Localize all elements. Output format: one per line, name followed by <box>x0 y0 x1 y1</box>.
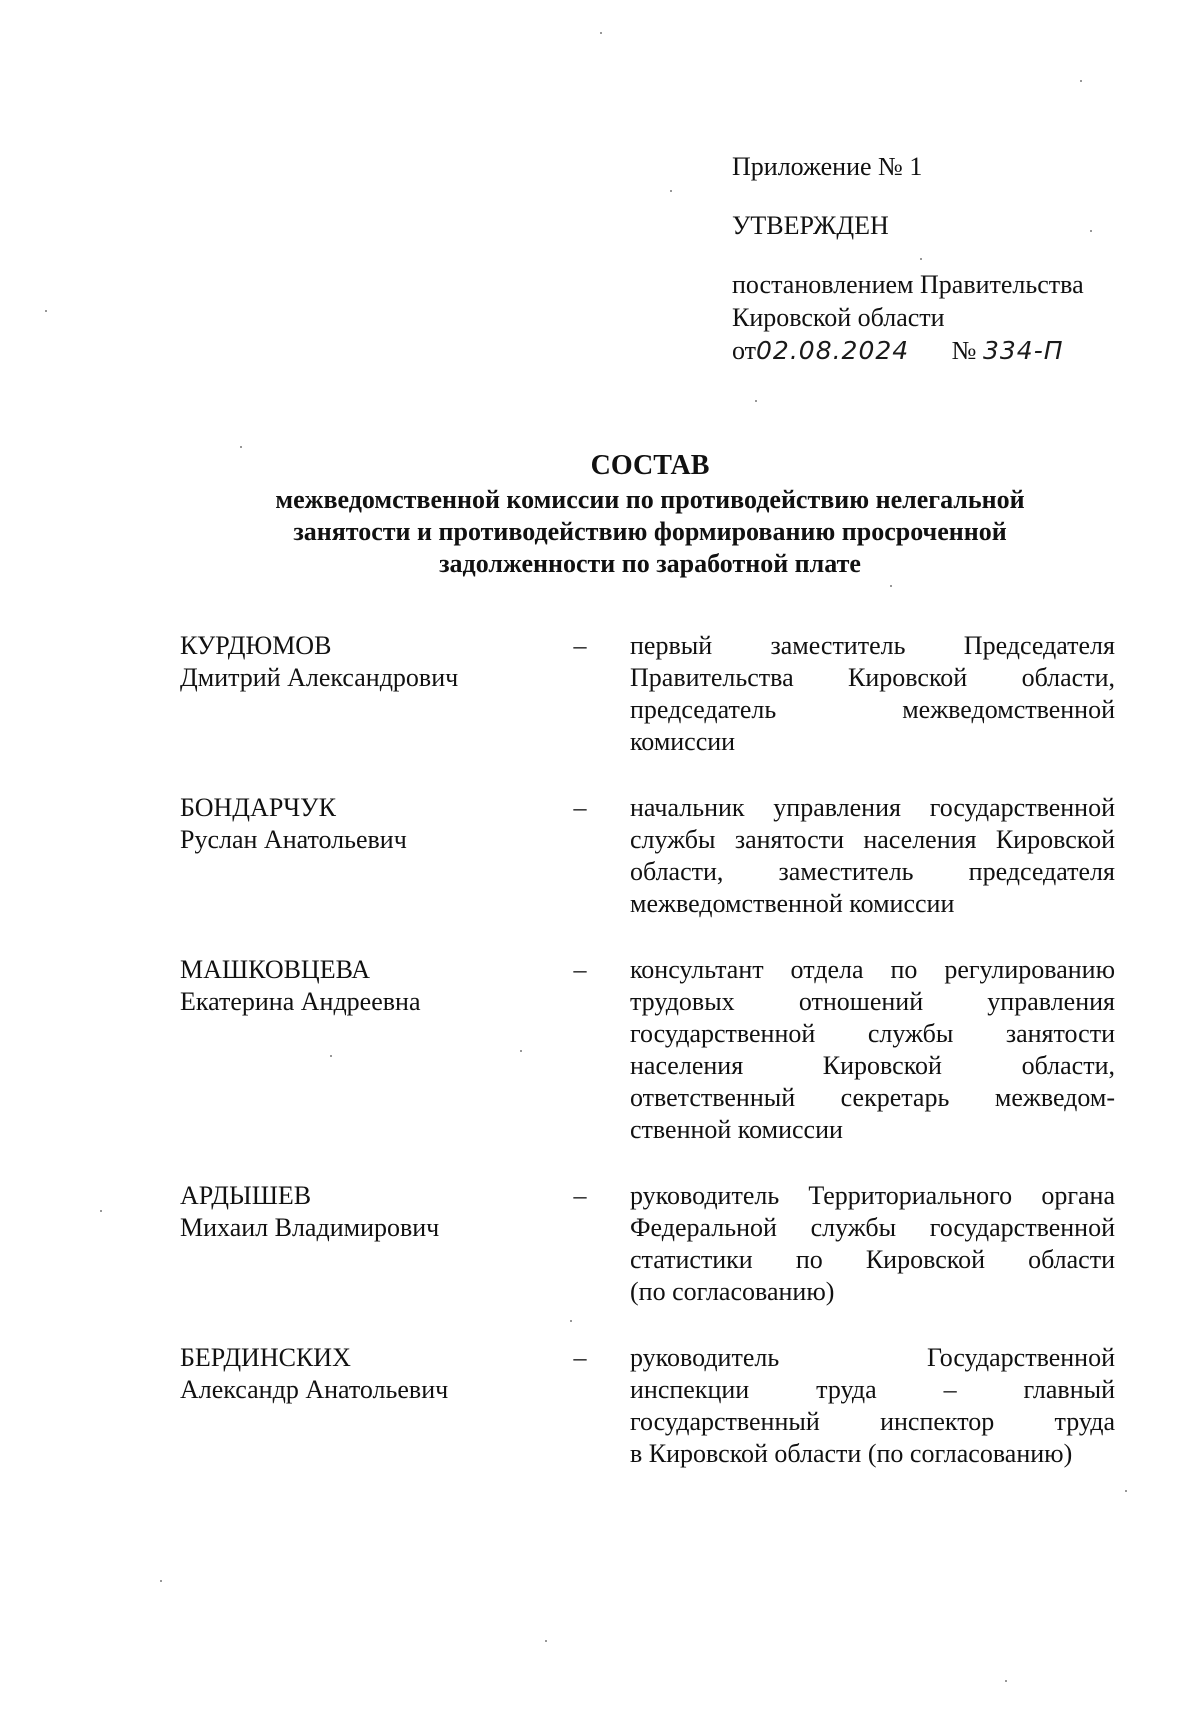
member-name <box>180 1342 530 1470</box>
scan-speck <box>600 32 602 34</box>
member-role-line: населения Кировской области, <box>630 1051 1115 1080</box>
member-role-line: руководитель Государственной <box>630 1343 1115 1372</box>
member-role-line: начальник управления государственной <box>630 793 1115 822</box>
member-role-line: Правительства Кировской области, <box>630 663 1115 692</box>
member-given-names: Михаил Владимирович <box>180 1213 440 1242</box>
member-surname: БЕРДИНСКИХ <box>180 1343 351 1372</box>
scan-speck <box>1090 230 1092 232</box>
member-role-line: межведомственной комиссии <box>630 889 955 918</box>
handwritten-date: 02.08.2024 <box>756 336 910 365</box>
scan-speck <box>45 310 47 312</box>
member-role-line: инспекции труда – главный <box>630 1375 1115 1404</box>
member-role-line: государственной службы занятости <box>630 1019 1115 1048</box>
member-role-line: комиссии <box>630 727 736 756</box>
member-dash: – <box>573 793 587 822</box>
number-prefix: № <box>951 336 977 365</box>
member-name <box>180 1180 530 1308</box>
member-role-line: службы занятости населения Кировской <box>630 825 1115 854</box>
member-surname: КУРДЮМОВ <box>180 631 332 660</box>
title-main: СОСТАВ <box>590 450 710 481</box>
member-role-line: председатель межведомственной <box>630 695 1115 724</box>
scan-speck <box>570 1320 572 1322</box>
member-surname: АРДЫШЕВ <box>180 1181 312 1210</box>
scan-speck <box>520 1050 522 1052</box>
member-name <box>180 792 530 920</box>
member-row <box>180 630 1115 758</box>
scan-speck <box>890 585 892 587</box>
approved-label: УТВЕРЖДЕН <box>732 211 889 240</box>
member-role-line: государственный инспектор труда <box>630 1407 1115 1436</box>
member-dash: – <box>573 1181 587 1210</box>
title-line-1: межведомственной комиссии по противодействию нелегальной <box>275 485 1025 514</box>
member-role-line: консультант отдела по регулированию <box>630 955 1115 984</box>
decree-line-2: Кировской области <box>732 303 945 332</box>
member-row <box>180 792 1115 920</box>
member-role-line: трудовых отношений управления <box>630 987 1115 1016</box>
title-line-3: задолженности по заработной плате <box>439 549 861 578</box>
scan-speck <box>1080 80 1082 82</box>
member-role-line: области, заместитель председателя <box>630 857 1115 886</box>
member-role <box>630 1342 1115 1470</box>
scan-speck <box>1125 1490 1127 1492</box>
member-role-line: (по согласованию) <box>630 1277 835 1306</box>
member-role <box>630 1180 1115 1308</box>
member-role-line: первый заместитель Председателя <box>630 631 1115 660</box>
appendix-label: Приложение № 1 <box>732 152 923 181</box>
member-role <box>630 954 1115 1146</box>
member-given-names: Александр Анатольевич <box>180 1375 449 1404</box>
scan-speck <box>160 1580 162 1582</box>
member-row <box>180 1342 1115 1470</box>
member-role-line: ственной комиссии <box>630 1115 843 1144</box>
member-dash: – <box>573 955 587 984</box>
member-given-names: Дмитрий Александрович <box>180 663 459 692</box>
scan-speck <box>100 1210 102 1212</box>
member-role <box>630 792 1115 920</box>
scan-speck <box>240 446 242 448</box>
member-role <box>630 630 1115 758</box>
member-dash: – <box>573 1343 587 1372</box>
member-surname: БОНДАРЧУК <box>180 793 336 822</box>
decree-line-1: постановлением Правительства <box>732 270 1084 299</box>
scan-speck <box>755 400 757 402</box>
scan-speck <box>1005 1680 1007 1682</box>
member-surname: МАШКОВЦЕВА <box>180 955 371 984</box>
member-given-names: Руслан Анатольевич <box>180 825 407 854</box>
scan-speck <box>545 1640 547 1642</box>
member-role-line: в Кировской области (по согласованию) <box>630 1439 1073 1468</box>
member-role-line: Федеральной службы государственной <box>630 1213 1115 1242</box>
member-dash: – <box>573 631 587 660</box>
scan-speck <box>330 1055 332 1057</box>
document-title <box>160 450 1140 580</box>
scan-speck <box>920 258 922 260</box>
member-role-line: руководитель Территориального органа <box>630 1181 1115 1210</box>
members-list <box>180 630 1115 1504</box>
handwritten-number: 334-П <box>982 336 1064 365</box>
member-role-line: ответственный секретарь межведом- <box>630 1083 1115 1112</box>
date-prefix: от <box>732 336 757 365</box>
member-given-names: Екатерина Андреевна <box>180 987 421 1016</box>
title-line-2: занятости и противодействию формированию просроченной <box>293 517 1007 546</box>
member-row <box>180 954 1115 1146</box>
member-name <box>180 630 530 758</box>
member-row <box>180 1180 1115 1308</box>
approval-block <box>732 150 1132 367</box>
member-name <box>180 954 530 1146</box>
scan-speck <box>670 190 672 192</box>
decree-date-number-line <box>732 334 1132 367</box>
member-role-line: статистики по Кировской области <box>630 1245 1115 1274</box>
